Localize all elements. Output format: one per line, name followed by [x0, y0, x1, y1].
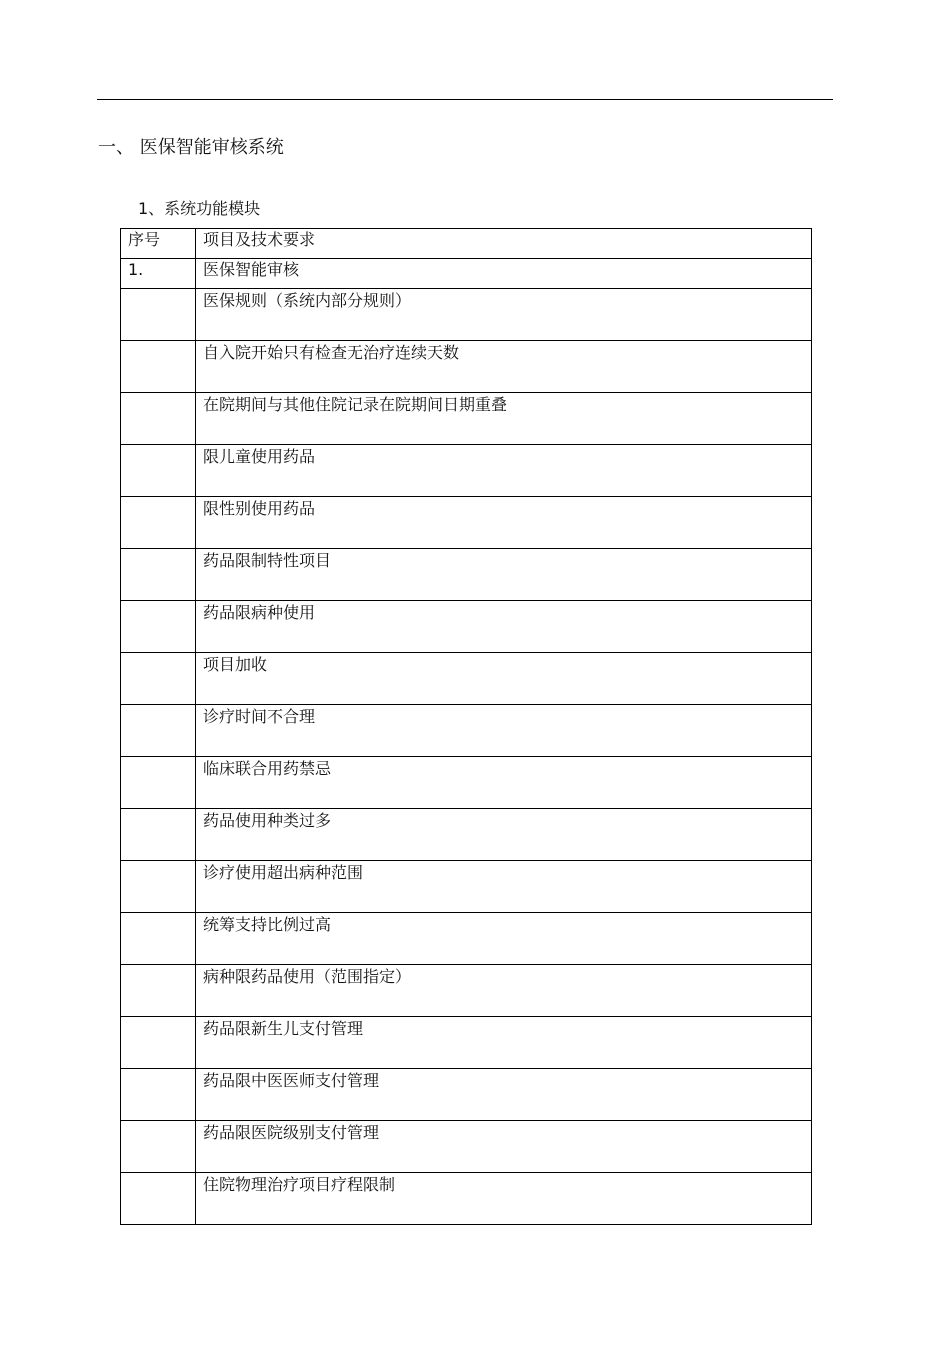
table-row	[121, 1069, 812, 1121]
row-item-cell: 诊疗时间不合理	[196, 705, 812, 757]
row-number-cell	[121, 861, 196, 913]
table-header-row	[121, 229, 812, 259]
row-number-cell	[121, 653, 196, 705]
table-row	[121, 1017, 812, 1069]
function-module-table	[120, 228, 812, 1225]
header-rule	[97, 99, 833, 100]
row-number-cell	[121, 1173, 196, 1225]
row-number-cell	[121, 289, 196, 341]
row-number-cell	[121, 757, 196, 809]
row-item-cell: 药品限中医医师支付管理	[196, 1069, 812, 1121]
table-row	[121, 1121, 812, 1173]
row-item-cell: 医保规则（系统内部分规则）	[196, 289, 812, 341]
table-row	[121, 341, 812, 393]
row-number-cell	[121, 809, 196, 861]
row-number-cell	[121, 913, 196, 965]
table-body	[121, 229, 812, 1225]
header-cell-no: 序号	[121, 229, 196, 259]
table-row	[121, 1173, 812, 1225]
table-row	[121, 549, 812, 601]
row-item-cell: 诊疗使用超出病种范围	[196, 861, 812, 913]
row-item-cell: 药品使用种类过多	[196, 809, 812, 861]
table-row	[121, 393, 812, 445]
row-number-cell	[121, 497, 196, 549]
table-row	[121, 965, 812, 1017]
row-item-cell: 在院期间与其他住院记录在院期间日期重叠	[196, 393, 812, 445]
row-number-cell	[121, 705, 196, 757]
row-number-cell	[121, 445, 196, 497]
row-number-cell	[121, 393, 196, 445]
row-number-cell	[121, 1069, 196, 1121]
row-item-cell: 临床联合用药禁忌	[196, 757, 812, 809]
row-item-cell: 医保智能审核	[196, 259, 812, 289]
table-row	[121, 653, 812, 705]
subsection-title: 1、系统功能模块	[138, 199, 261, 218]
row-number-cell	[121, 1121, 196, 1173]
row-item-cell: 药品限新生儿支付管理	[196, 1017, 812, 1069]
table-row	[121, 259, 812, 289]
row-item-cell: 项目加收	[196, 653, 812, 705]
table-row	[121, 289, 812, 341]
section-title: 一、 医保智能审核系统	[98, 137, 284, 158]
row-item-cell: 限儿童使用药品	[196, 445, 812, 497]
row-number-cell	[121, 549, 196, 601]
row-number-cell	[121, 1017, 196, 1069]
row-item-cell: 自入院开始只有检查无治疗连续天数	[196, 341, 812, 393]
table-row	[121, 497, 812, 549]
table-row	[121, 601, 812, 653]
table-row	[121, 861, 812, 913]
table-row	[121, 913, 812, 965]
row-item-cell: 统筹支持比例过高	[196, 913, 812, 965]
row-item-cell: 限性别使用药品	[196, 497, 812, 549]
row-item-cell: 药品限医院级别支付管理	[196, 1121, 812, 1173]
row-item-cell: 病种限药品使用（范围指定）	[196, 965, 812, 1017]
row-number-cell	[121, 341, 196, 393]
row-number-cell: 1.	[121, 259, 196, 289]
row-number-cell	[121, 601, 196, 653]
table-row	[121, 809, 812, 861]
row-item-cell: 药品限制特性项目	[196, 549, 812, 601]
table-row	[121, 445, 812, 497]
header-cell-item: 项目及技术要求	[196, 229, 812, 259]
row-item-cell: 药品限病种使用	[196, 601, 812, 653]
table-row	[121, 757, 812, 809]
row-item-cell: 住院物理治疗项目疗程限制	[196, 1173, 812, 1225]
row-number-cell	[121, 965, 196, 1017]
table-row	[121, 705, 812, 757]
